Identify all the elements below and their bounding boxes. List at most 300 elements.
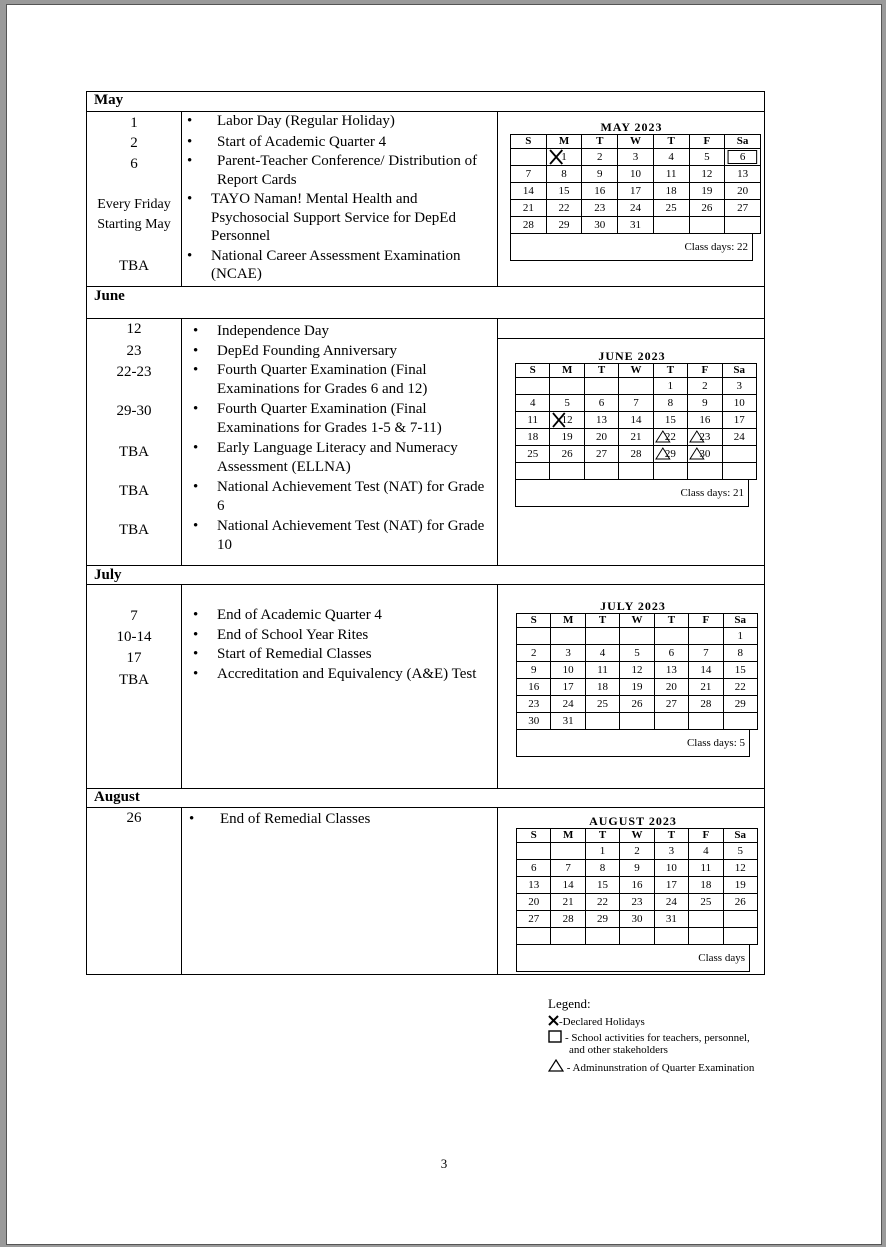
calendar-week	[517, 662, 758, 679]
calendar-week	[517, 843, 758, 860]
calendar-day	[689, 217, 725, 234]
calendar-day	[654, 911, 688, 928]
calendar-day	[723, 713, 757, 730]
event-date: 29-30	[116, 403, 152, 419]
day-number: 22	[664, 431, 676, 443]
calendar-day	[722, 378, 756, 395]
table-line	[86, 565, 765, 566]
day-number: 20	[737, 185, 749, 197]
day-number: 26	[561, 448, 573, 460]
day-number: 23	[594, 202, 606, 214]
table-border-top	[86, 91, 765, 92]
day-number: 10	[562, 664, 574, 676]
calendar-week	[516, 395, 757, 412]
day-number: 12	[631, 664, 643, 676]
day-number: 13	[737, 168, 749, 180]
calendar-day	[688, 378, 722, 395]
calendar-july-2023	[516, 599, 750, 757]
calendar-week	[516, 429, 757, 446]
month-heading-august: August	[94, 789, 140, 805]
day-number: 1	[599, 845, 606, 857]
calendar-day	[584, 378, 618, 395]
day-number: 10	[629, 168, 641, 180]
calendar-day	[689, 696, 723, 713]
weekday-header: T	[585, 829, 619, 843]
day-number: 6	[668, 647, 675, 659]
day-number: 2	[597, 151, 603, 163]
day-number: 7	[703, 647, 709, 659]
day-number: 22	[734, 681, 746, 693]
day-number: 14	[700, 664, 712, 676]
calendar-day	[517, 713, 551, 730]
day-number: 31	[629, 219, 641, 231]
calendar-day	[689, 894, 723, 911]
day-number: 8	[599, 862, 606, 874]
day-number: 1	[561, 151, 567, 163]
calendar-day	[688, 463, 722, 480]
day-number: 8	[667, 397, 674, 409]
weekday-header: W	[620, 829, 654, 843]
calendar-day	[653, 149, 689, 166]
calendar-day	[582, 149, 618, 166]
calendar-day	[725, 217, 761, 234]
day-number: 4	[668, 151, 674, 163]
day-number: 20	[528, 896, 540, 908]
day-number: 18	[700, 879, 712, 891]
calendar-title: AUGUST 2023	[589, 814, 677, 828]
day-number: 8	[737, 647, 743, 659]
calendar-day	[517, 696, 551, 713]
calendar-day	[511, 217, 547, 234]
day-number: 22	[597, 896, 609, 908]
calendar-day	[653, 166, 689, 183]
day-number: 11	[597, 664, 608, 676]
legend-item-holiday	[548, 1015, 754, 1028]
day-number: 20	[596, 431, 608, 443]
calendar-day	[585, 877, 619, 894]
calendar-day	[517, 645, 551, 662]
x-mark-icon	[548, 1015, 559, 1026]
calendar-day	[517, 860, 551, 877]
day-number: 11	[527, 414, 538, 426]
triangle-icon	[654, 429, 687, 445]
event-date: TBA	[119, 522, 149, 538]
event-item: • End of School Year Rites	[187, 626, 487, 645]
event-date: 17	[126, 650, 142, 666]
calendar-week	[516, 378, 757, 395]
calendar-day	[517, 662, 551, 679]
calendar-day	[584, 463, 618, 480]
table-border-right	[764, 91, 765, 975]
calendar-day	[585, 713, 619, 730]
calendar-day	[620, 696, 654, 713]
day-number: 29	[664, 448, 676, 460]
calendar-day	[689, 911, 723, 928]
calendar-day	[654, 645, 688, 662]
calendar-day	[688, 395, 722, 412]
day-number: 15	[734, 664, 746, 676]
calendar-week	[517, 679, 758, 696]
calendar-day	[585, 894, 619, 911]
calendar-day	[723, 662, 757, 679]
calendar-day	[585, 679, 619, 696]
day-number: 7	[565, 862, 571, 874]
event-item: • Start of Remedial Classes	[187, 645, 487, 664]
weekday-header: T	[653, 364, 687, 378]
calendar-day	[585, 696, 619, 713]
calendar-day	[551, 911, 585, 928]
event-date: Every Friday Starting May	[97, 197, 171, 232]
calendar-day	[723, 860, 757, 877]
calendar-day	[689, 662, 723, 679]
day-number: 24	[733, 431, 745, 443]
day-number: 11	[665, 168, 677, 180]
day-number: 29	[597, 913, 609, 925]
day-number: 6	[530, 862, 537, 874]
calendar-day	[511, 183, 547, 200]
calendar-day	[654, 877, 688, 894]
calendar-day	[551, 894, 585, 911]
calendar-day	[689, 877, 723, 894]
calendar-day	[620, 645, 654, 662]
calendar-day	[723, 843, 757, 860]
event-date: 1	[130, 115, 138, 131]
calendar-day	[653, 378, 687, 395]
legend-item-activity	[548, 1030, 754, 1056]
calendar-day	[654, 860, 688, 877]
day-number: 29	[558, 219, 570, 231]
day-number: 13	[528, 879, 540, 891]
event-date: 23	[126, 343, 142, 359]
calendar-day	[585, 645, 619, 662]
calendar-day	[654, 713, 688, 730]
day-number: 4	[529, 397, 536, 409]
calendar-week	[511, 166, 761, 183]
day-number: 28	[630, 448, 642, 460]
calendar-day	[620, 628, 654, 645]
event-item: • Start of Academic Quarter 4	[181, 133, 491, 152]
calendar-day	[688, 412, 722, 429]
calendar-day	[618, 217, 654, 234]
day-number: 16	[594, 185, 606, 197]
calendar-day	[551, 628, 585, 645]
day-number: 9	[530, 664, 537, 676]
day-number: 7	[633, 397, 639, 409]
calendar-day	[546, 183, 582, 200]
calendar-day	[516, 429, 550, 446]
calendar-day	[618, 183, 654, 200]
class-days-footer: Class days: 22	[510, 234, 753, 261]
day-number: 21	[522, 202, 534, 214]
table-col-line	[181, 584, 182, 788]
calendar-day	[550, 446, 584, 463]
calendar-day	[585, 843, 619, 860]
calendar-day	[722, 446, 756, 463]
calendar-day	[688, 446, 722, 463]
calendar-day	[725, 183, 761, 200]
event-date: 22-23	[116, 364, 152, 380]
day-number: 27	[665, 698, 677, 710]
calendar-day	[654, 894, 688, 911]
day-number: 2	[634, 845, 640, 857]
calendar-day	[511, 166, 547, 183]
may-event-list	[181, 111, 491, 284]
calendar-day	[689, 843, 723, 860]
day-number: 13	[665, 664, 677, 676]
table-col-line	[181, 807, 182, 974]
square-icon	[548, 1030, 562, 1043]
calendar-week	[511, 183, 761, 200]
day-number: 24	[629, 202, 641, 214]
day-number: 16	[528, 681, 540, 693]
calendar-day	[654, 662, 688, 679]
class-days-footer: Class days: 21	[515, 480, 749, 507]
event-item: • End of Academic Quarter 4	[187, 606, 487, 625]
day-number: 27	[737, 202, 749, 214]
day-number: 19	[701, 185, 713, 197]
calendar-week	[517, 645, 758, 662]
calendar-day	[722, 395, 756, 412]
weekday-header: S	[511, 135, 547, 149]
day-number: 8	[561, 168, 567, 180]
calendar-day	[584, 446, 618, 463]
calendar-day	[516, 446, 550, 463]
calendar-day	[550, 429, 584, 446]
calendar-day	[517, 911, 551, 928]
calendar-day	[620, 843, 654, 860]
calendar-day	[517, 877, 551, 894]
day-number: 10	[733, 397, 745, 409]
day-number: 17	[733, 414, 745, 426]
calendar-day	[723, 679, 757, 696]
day-number: 30	[594, 219, 606, 231]
calendar-day	[723, 911, 757, 928]
calendar-day	[585, 662, 619, 679]
calendar-day	[511, 200, 547, 217]
day-number: 19	[561, 431, 573, 443]
legend-item-exam	[548, 1059, 754, 1074]
day-number: 5	[737, 845, 743, 857]
event-date: 12	[126, 321, 142, 337]
day-number: 13	[596, 414, 608, 426]
calendar-day	[654, 696, 688, 713]
calendar-day	[517, 928, 551, 945]
day-number: 6	[739, 151, 746, 163]
event-item: • National Achievement Test (NAT) for Grade 10	[187, 517, 487, 554]
event-item: • End of Remedial Classes	[183, 810, 483, 829]
legend-title: Legend:	[548, 996, 591, 1011]
event-date: 6	[130, 156, 138, 172]
calendar-day	[722, 429, 756, 446]
calendar-day	[551, 645, 585, 662]
day-number: 27	[528, 913, 540, 925]
event-item: • National Achievement Test (NAT) for Grade 6	[187, 478, 487, 515]
day-number: 9	[634, 862, 640, 874]
calendar-week	[516, 446, 757, 463]
month-heading-june: June	[94, 288, 125, 304]
day-number: 14	[562, 879, 574, 891]
day-number: 23	[699, 431, 711, 443]
calendar-day	[620, 928, 654, 945]
day-number: 27	[596, 448, 608, 460]
calendar-day	[516, 412, 550, 429]
weekday-header: S	[516, 364, 550, 378]
event-item: • National Career Assessment Examination (NCAE)	[181, 247, 491, 284]
calendar-day	[725, 149, 761, 166]
day-number: 5	[564, 397, 570, 409]
calendar-day	[546, 200, 582, 217]
class-days-footer: Class days: 5	[516, 730, 750, 757]
day-number: 10	[665, 862, 677, 874]
calendar-day	[618, 200, 654, 217]
calendar-week	[517, 894, 758, 911]
calendar-may-2023	[510, 120, 753, 261]
calendar-day	[516, 378, 550, 395]
calendar-day	[582, 200, 618, 217]
class-days-footer: Class days	[516, 945, 750, 972]
day-number: 20	[665, 681, 677, 693]
weekday-header: Sa	[725, 135, 761, 149]
calendar-day	[653, 446, 687, 463]
day-number: 28	[562, 913, 574, 925]
day-number: 25	[700, 896, 712, 908]
weekday-header: F	[689, 829, 723, 843]
calendar-day	[618, 149, 654, 166]
calendar-week	[517, 877, 758, 894]
day-number: 2	[702, 380, 708, 392]
july-event-list	[187, 584, 487, 683]
legend-text: - School activities for teachers, personnel,	[565, 1032, 750, 1044]
calendar-day	[689, 628, 723, 645]
calendar-day	[546, 149, 582, 166]
day-number: 12	[561, 414, 573, 426]
table-col-line	[181, 318, 182, 565]
calendar-day	[620, 679, 654, 696]
weekday-header: W	[619, 364, 653, 378]
table-border-bottom	[86, 974, 765, 975]
day-number: 19	[734, 879, 746, 891]
weekday-header: F	[689, 135, 725, 149]
calendar-day	[620, 662, 654, 679]
weekday-header: Sa	[723, 829, 757, 843]
calendar-day	[653, 412, 687, 429]
day-number: 2	[530, 647, 537, 659]
calendar-day	[619, 446, 653, 463]
calendar-week	[511, 217, 761, 234]
calendar-day	[654, 628, 688, 645]
day-number: 9	[597, 168, 603, 180]
legend-text: -Declared Holidays	[559, 1016, 645, 1028]
calendar-day	[585, 628, 619, 645]
calendar-week	[516, 463, 757, 480]
calendar-day	[517, 894, 551, 911]
calendar-day	[584, 412, 618, 429]
day-number: 30	[631, 913, 643, 925]
weekday-header: T	[654, 614, 688, 628]
day-number: 23	[631, 896, 643, 908]
day-number: 14	[522, 185, 534, 197]
event-item: • TAYO Naman! Mental Health and Psychosocial Support Service for DepEd Personnel	[181, 190, 491, 246]
weekday-header: T	[653, 135, 689, 149]
triangle-icon	[654, 446, 687, 462]
calendar-day	[653, 217, 689, 234]
day-number: 17	[665, 879, 677, 891]
calendar-day	[653, 395, 687, 412]
calendar-week	[517, 696, 758, 713]
calendar-day	[619, 463, 653, 480]
event-date: 10-14	[116, 629, 152, 645]
calendar-day	[516, 463, 550, 480]
table-col-line	[497, 111, 498, 286]
calendar-day	[620, 911, 654, 928]
calendar-week	[517, 713, 758, 730]
calendar-title: JUNE 2023	[598, 349, 666, 363]
calendar-day	[619, 378, 653, 395]
calendar-day	[551, 860, 585, 877]
day-number: 9	[702, 397, 708, 409]
weekday-header: S	[517, 614, 551, 628]
weekday-header: W	[620, 614, 654, 628]
event-date: 2	[130, 135, 138, 151]
day-number: 4	[703, 845, 709, 857]
calendar-grid	[515, 363, 757, 480]
day-number: 30	[699, 448, 711, 460]
day-number: 18	[665, 185, 677, 197]
calendar-day	[725, 166, 761, 183]
day-number: 22	[558, 202, 570, 214]
event-date: TBA	[119, 444, 149, 460]
calendar-grid	[516, 613, 758, 730]
calendar-day	[723, 894, 757, 911]
calendar-week	[517, 928, 758, 945]
day-number: 28	[700, 698, 712, 710]
calendar-day	[722, 463, 756, 480]
day-number: 3	[565, 647, 571, 659]
calendar-day	[689, 860, 723, 877]
table-col-line	[497, 584, 498, 788]
weekday-header: Sa	[723, 614, 757, 628]
august-event-list	[183, 807, 483, 829]
calendar-grid	[510, 134, 761, 234]
weekday-header: T	[582, 135, 618, 149]
calendar-day	[689, 713, 723, 730]
day-number: 5	[704, 151, 710, 163]
event-date: 26	[126, 810, 142, 826]
event-item: • Fourth Quarter Examination (Final Examinations for Grades 1-5 & 7-11)	[187, 400, 487, 437]
calendar-day	[517, 679, 551, 696]
day-number: 19	[631, 681, 643, 693]
calendar-day	[582, 183, 618, 200]
event-item: • DepEd Founding Anniversary	[187, 342, 487, 361]
month-heading-july: July	[94, 567, 122, 583]
calendar-june-2023	[515, 349, 749, 507]
day-number: 12	[734, 862, 746, 874]
day-number: 17	[629, 185, 641, 197]
calendar-title: MAY 2023	[600, 120, 663, 134]
weekday-header: M	[551, 829, 585, 843]
day-number: 14	[630, 414, 642, 426]
calendar-day	[517, 628, 551, 645]
calendar-day	[619, 429, 653, 446]
event-date: TBA	[119, 672, 149, 688]
day-number: 26	[631, 698, 643, 710]
day-number: 25	[597, 698, 609, 710]
weekday-header: S	[517, 829, 551, 843]
day-number: 12	[701, 168, 713, 180]
calendar-week	[516, 412, 757, 429]
day-number: 16	[631, 879, 643, 891]
calendar-week	[511, 149, 761, 166]
